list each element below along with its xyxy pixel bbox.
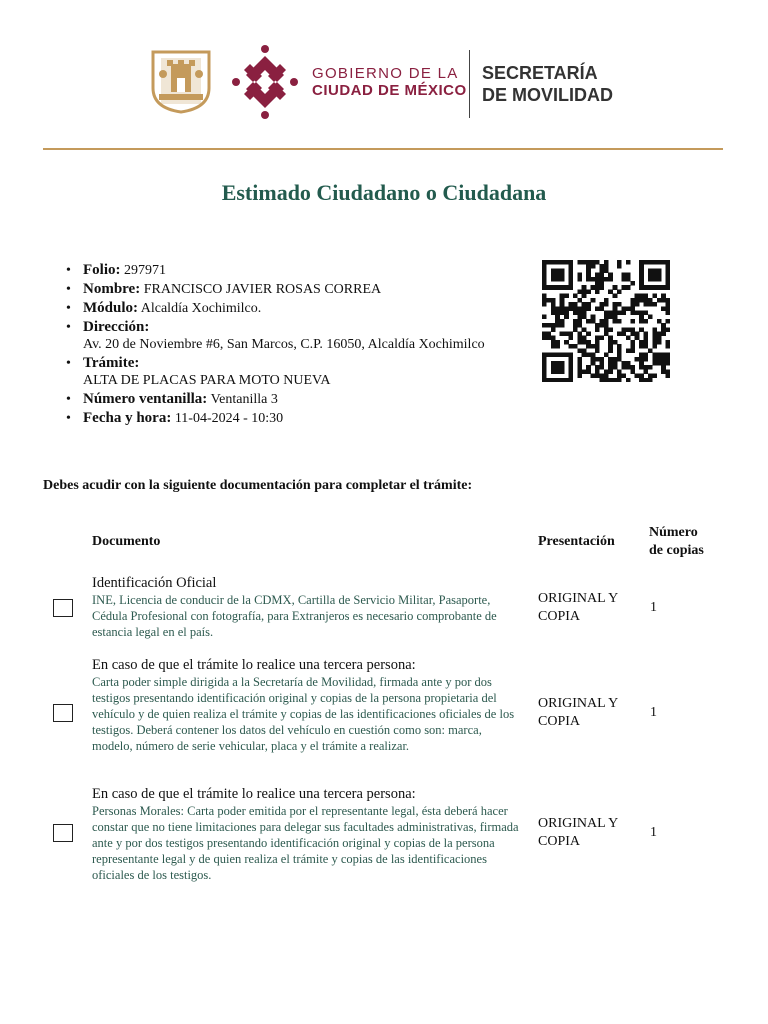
- tramite-label: Trámite:: [83, 355, 140, 371]
- fecha-label: Fecha y hora:: [83, 410, 172, 426]
- presentacion-cell: ORIGINAL Y COPIA: [538, 591, 618, 624]
- row-checkbox[interactable]: [53, 704, 73, 722]
- document-description: INE, Licencia de conducir de la CDMX, Cartilla de Servicio Militar, Pasaporte, Cédula Profesional con fotografía, para Extranjeros es necesario comprobante de estancia legal en el país.: [92, 593, 497, 639]
- col-header-copias-line2: de copias: [649, 543, 704, 558]
- sec-line-2: DE MOVILIDAD: [482, 85, 614, 105]
- info-ventanilla: [66, 391, 536, 408]
- header-divider: [469, 50, 470, 118]
- cdmx-shield-logo: [151, 50, 211, 114]
- document-cell: [92, 575, 522, 640]
- ventanilla-value: Ventanilla 3: [210, 392, 278, 407]
- gov-line-2: CIUDAD DE MÉXICO: [312, 82, 467, 99]
- documentation-intro: Debes acudir con la siguiente documentación para completar el trámite:: [43, 478, 473, 493]
- document-title: En caso de que el trámite lo realice una tercera persona:: [92, 657, 416, 673]
- fecha-value: 11-04-2024 - 10:30: [174, 411, 284, 426]
- nombre-label: Nombre:: [83, 281, 141, 297]
- document-title: Identificación Oficial: [92, 575, 217, 591]
- info-tramite: [66, 355, 536, 389]
- col-header-documento: Documento: [92, 534, 161, 549]
- info-nombre: [66, 281, 536, 298]
- gov-line-1: GOBIERNO DE LA: [312, 65, 459, 82]
- row-checkbox[interactable]: [53, 824, 73, 842]
- document-description: Carta poder simple dirigida a la Secretaría de Movilidad, firmada ante y por dos testigos presentando identificación original y copias de la persona propietaria del vehículo y de quien realiza el trámite y copias de las identificaciones oficiales de los testigos. Deberá contener los datos del vehículo en cuestión como son: marca, modelo, número de serie vehicular, placa y el trámite a realizar.: [92, 675, 515, 753]
- sec-line-1: SECRETARÍA: [482, 63, 598, 83]
- info-direccion: [66, 319, 536, 353]
- row-checkbox[interactable]: [53, 599, 73, 617]
- ventanilla-label: Número ventanilla:: [83, 391, 208, 407]
- copias-cell: 1: [650, 600, 657, 615]
- header: [0, 40, 768, 120]
- folio-label: Folio:: [83, 262, 121, 278]
- col-header-copias-line1: Número: [649, 525, 698, 540]
- nombre-value: FRANCISCO JAVIER ROSAS CORREA: [143, 282, 382, 297]
- secretaria-wordmark: [482, 62, 613, 106]
- folio-value: 297971: [124, 263, 166, 278]
- copias-cell: 1: [650, 825, 657, 840]
- copias-cell: 1: [650, 705, 657, 720]
- col-header-copias: [649, 524, 704, 560]
- presentacion-cell: ORIGINAL Y COPIA: [538, 816, 618, 849]
- modulo-label: Módulo:: [83, 300, 139, 316]
- info-folio: [66, 262, 536, 279]
- qr-code: [542, 260, 670, 382]
- info-fecha: [66, 410, 536, 427]
- appointment-info-list: [66, 262, 536, 429]
- cdmx-emblem-logo: [232, 44, 298, 120]
- gobierno-cdmx-wordmark: [312, 65, 467, 99]
- document-title: En caso de que el trámite lo realice una tercera persona:: [92, 786, 416, 802]
- direccion-value: Av. 20 de Noviembre #6, San Marcos, C.P. 16050, Alcaldía Xochimilco: [83, 337, 485, 352]
- direccion-label: Dirección:: [83, 319, 150, 335]
- document-description: Personas Morales: Carta poder emitida por el representante legal, ésta deberá hacer constar que no tiene limitaciones para delegar sus facultades administrativas, firmada ante y por dos testigos presentando identificación original y copias de la persona representante legal y de quien realiza el trámite y copias de las identificaciones oficiales de los testigos.: [92, 804, 519, 882]
- page-title: Estimado Ciudadano o Ciudadana: [221, 180, 547, 205]
- col-header-presentacion: Presentación: [538, 534, 615, 549]
- header-rule: [43, 148, 723, 150]
- document-cell: [92, 786, 522, 883]
- presentacion-cell: ORIGINAL Y COPIA: [538, 696, 618, 729]
- tramite-value: ALTA DE PLACAS PARA MOTO NUEVA: [83, 373, 331, 388]
- document-cell: [92, 657, 522, 754]
- modulo-value: Alcaldía Xochimilco.: [140, 301, 262, 316]
- info-modulo: [66, 300, 536, 317]
